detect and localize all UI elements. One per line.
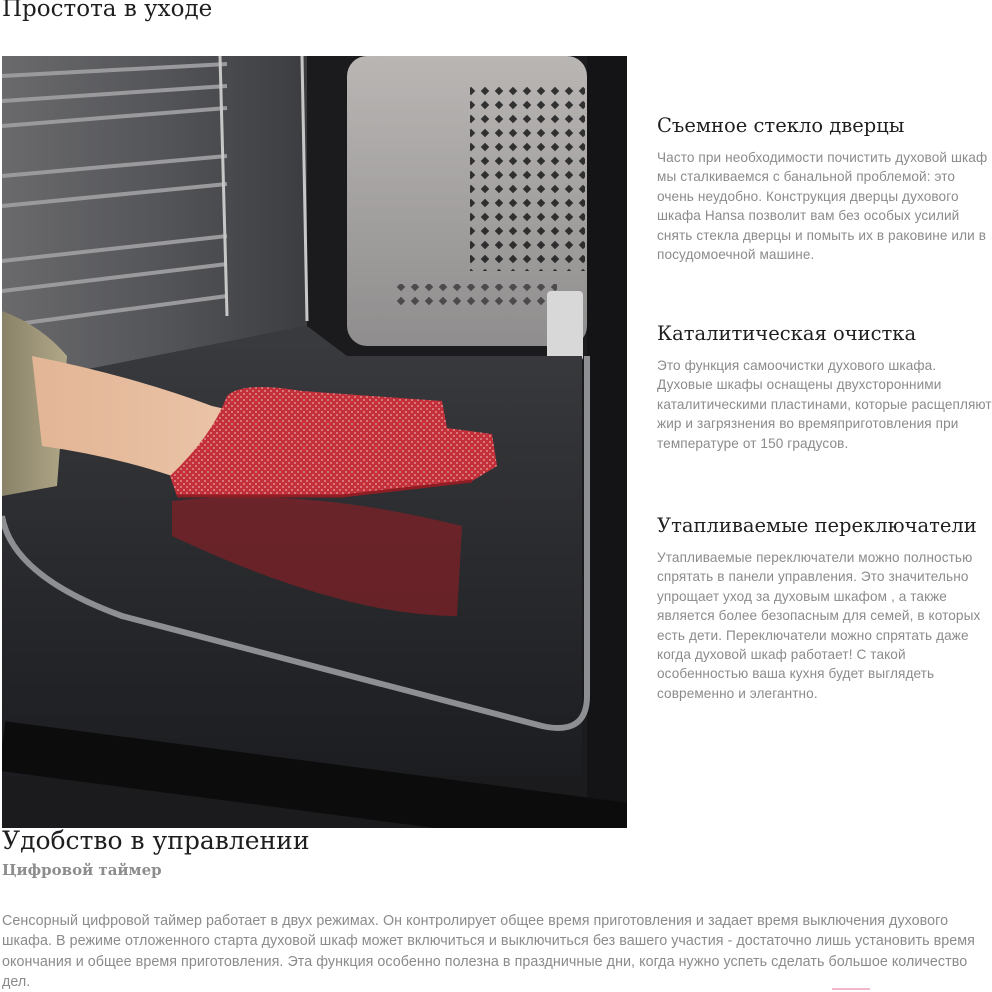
- feature-removable-door-glass: [657, 114, 992, 264]
- feature-title: Съемное стекло дверцы: [657, 114, 905, 137]
- feature-text: Это функция самоочистки духового шкафа. Духовые шкафы оснащены двухсторонними каталитическими пластинами, которые расщепляют жир и загрязнения во времяприготовления при температуре от 150 градусов.: [657, 358, 992, 451]
- oven-interior-illustration: [2, 56, 627, 828]
- oven-cleaning-photo: [2, 56, 627, 828]
- feature-recessed-knobs: [657, 514, 992, 703]
- feature-catalytic-cleaning: [657, 322, 992, 453]
- feature-text: Утапливаемые переключатели можно полностью спрятать в панели управления. Это значительно упрощает уход за духовым шкафом , а также является более безопасным для семей, в которых есть дети. Переключатели можно спрятать даже когда духовой шкаф работает! С такой особенностью ваша кухня будет выглядеть современно и элегантно.: [657, 550, 981, 701]
- control-section-title: Удобство в управлении: [2, 826, 310, 855]
- control-subtitle: Цифровой таймер: [2, 861, 162, 879]
- feature-title: Каталитическая очистка: [657, 322, 917, 345]
- section-title: Простота в уходе: [2, 0, 213, 22]
- control-description: Сенсорный цифровой таймер работает в двух режимах. Он контролирует общее время приготовления и задает время выключения духового шкафа. В режиме отложенного старта духовой шкаф может включиться и выключиться без вашего участия - достаточно лишь установить время окончания и общее время приготовления. Эта функция особенно полезна в праздничные дни, когда нужно успеть сделать большое количество дел.: [2, 913, 975, 990]
- accent-divider: [832, 988, 870, 990]
- feature-title: Утапливаемые переключатели: [657, 514, 977, 537]
- feature-text: Часто при необходимости почистить духовой шкаф мы сталкиваемся с банальной проблемой: это очень неудобно. Конструкция дверцы духового шкафа Hansa позволит вам без особых усилий снять стекла дверцы и помыть их в раковине или в посудомоечной машине.: [657, 150, 988, 263]
